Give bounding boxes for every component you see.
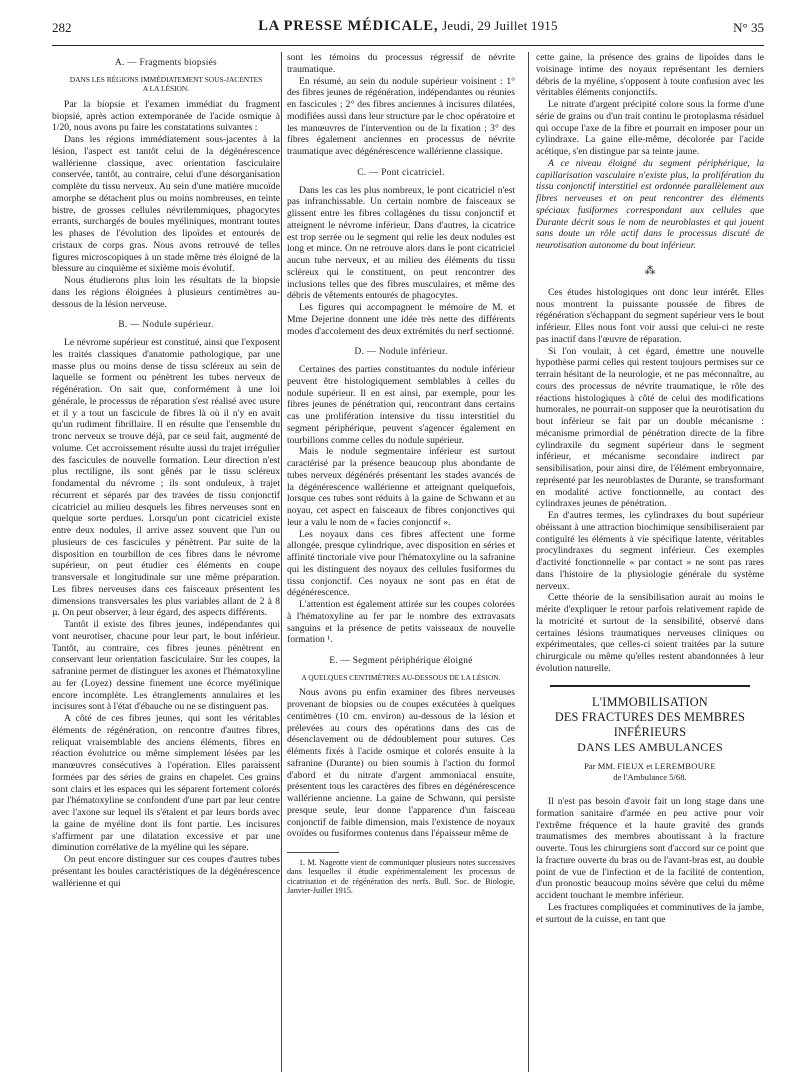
- journal-name: LA PRESSE MÉDICALE,: [258, 18, 439, 34]
- paragraph: Le nitrate d'argent précipité colore sous la forme d'une série de grains ou d'un trait continu le protoplasma résiduel qui occupe l'axe de la fibre et pourrait en imposer pour un cylindraxe. La gaine elle-même, décolorée par l'acide acétique, s'en distingue par sa teinte jaune.: [536, 99, 764, 157]
- byline: Par MM. FIEUX et LEREMBOURE: [584, 760, 716, 771]
- running-title: [52, 18, 764, 35]
- section-heading: C. — Pont cicatriciel.: [357, 167, 445, 178]
- paragraph: Certaines des parties constituantes du nodule inférieur peuvent être histologiquement semblables à celles du nodule supérieur. Il en est ainsi, par exemple, pour les fibres jeunes de pénétration qui, rencontrant dans certains cas une prolifération intensive du tissu interstitiel du segment périphérique, peuvent s'agencer également en tourbillons comme celles du nodule supérieur.: [287, 364, 515, 446]
- paragraph: En d'autres termes, les cylindraxes du bout supérieur obéissant à une attraction biochimique sensibiliseraient par contiguïté les éléments à vie spécifique latente, véritables procylindraxes du segment inférieur. Ces exemples d'activité fonctionnelle « par contact » ne sont pas rares dans l'histoire de la physiologie générale du système nerveux.: [536, 510, 764, 592]
- paragraph: Ces études histologiques ont donc leur intérêt. Elles nous montrent la puissante poussée de fibres de régénération s'échappant du segment supérieur vers le bout inférieur. Elles nous font voir aussi que celui-ci ne reste pas inactif dans l'œuvre de réparation.: [536, 286, 764, 345]
- author-name: FIEUX: [617, 760, 645, 771]
- header-rule: [52, 45, 764, 46]
- paragraph: Les noyaux dans ces fibres affectent une forme allongée, presque cylindrique, avec disposition en séries et affinité tinctoriale vive pour l'hématoxyline ou la safranine qui les distinguent des noyaux des cellules fusiformes du tissu conjonctif. Ces noyaux ne sont pas en état de dégénérescence.: [287, 528, 515, 599]
- column-divider: [528, 52, 529, 1072]
- paragraph: L'attention est également attirée sur les coupes colorées à l'hématoxyline au fer par le nombre des extravasats sanguins et la présence de petits vaisseaux de nouvelle formation ¹.: [287, 599, 515, 646]
- section-asterism: ⁂: [644, 264, 656, 277]
- paragraph: Il n'est pas besoin d'avoir fait un long stage dans une formation sanitaire d'armée en peu active pour voir l'extrême fréquence et la haute gravité des grands traumatismes des membres aboutissant à la fracture ouverte. Tous les chirurgiens sont d'accord sur ce point que la fracture ouverte du bras ou de l'avant-bras est, au double point de vue de l'infection et de la facilité de contention, d'un pronostic beaucoup moins sévère que celui du même accident touchant le membre inférieur.: [536, 796, 764, 901]
- section-heading: D. — Nodule inférieur.: [354, 347, 448, 358]
- section-heading: A. — Fragments biopsiés: [115, 58, 217, 68]
- article-title-line-3: DANS LES AMBULANCES: [577, 739, 723, 754]
- footnote: 1. M. Nageotte vient de communiquer plusieurs notes successives dans lesquelles il étudie expérimentalement les processus de cicatrisation et de régénération des nerfs. Bull. Soc. de Biologie, Janvier-Juillet 1915.: [287, 858, 515, 896]
- page-number: 282: [52, 20, 72, 35]
- article-separator: [550, 685, 750, 687]
- paragraph: A ce niveau éloigné du segment périphérique, la capillarisation vasculaire n'existe plus, la prolifération du tissu conjonctif interstitiel est ordonnée parallèlement aux fibres nerveuses et on peut rencontrer des éléments spéciaux fusiformes correspondant aux cellules que Durante décrit sous le nom de neuroblastes et qui jouent sans doute un rôle actif dans le processus discuté de neurotisation autonome du bout inférieur.: [536, 157, 764, 251]
- paragraph: Tantôt il existe des fibres jeunes, indépendantes qui vont neurotiser, chacune pour leur part, le bout inférieur. Tantôt, au contraire, ces fibres jeunes pénètrent en conservant leur orientation fasciculaire. Sur les coupes, la safranine permet de distinguer les axones et l'hématoxyline au fer (Loyez) dessine finement une écorce myélinique encore incomplète. Les étranglements annulaires et les incisures sont à l'état d'ébauche ou ne se distinguent pas.: [52, 619, 280, 713]
- column-3: [536, 52, 764, 1072]
- paragraph: Dans les cas les plus nombreux, le pont cicatriciel n'est pas infranchissable. Un certain nombre de faisceaux se glissent entre les fibres collagènes du tissu conjonctif et atteignent le névrome inférieur. Dans d'autres, la cicatrice est trop serrée ou le segment qui relie les deux nodules est long et mince. On ne retrouve alors dans le pont cicatriciel aucun tube nerveux, et au milieu des éléments du tissu scléreux qui le constituent, on peut rencontrer des inclusions telles que des fibres musculaires, et même des débris de vêtements entourés de phagocytes.: [287, 184, 515, 302]
- footnote-rule: [287, 852, 339, 853]
- article-title-line-2: DES FRACTURES DES MEMBRES INFÉRIEURS: [554, 709, 746, 739]
- author-affiliation: de l'Ambulance 5/68.: [613, 772, 687, 783]
- column-1: [52, 52, 280, 1072]
- paragraph: Les fractures compliquées et comminutives de la jambe, et surtout de la cuisse, en tant que: [536, 901, 764, 925]
- section-heading: E. — Segment périphérique éloigné: [329, 656, 473, 666]
- column-2: [287, 52, 515, 1072]
- paragraph: Le névrome supérieur est constitué, ainsi que l'exposent les traités classiques d'anatomie pathologique, par une masse plus ou moins dense de tissu scléreux au sein de laquelle se forment ou pénètrent les tubes nerveux de régénération. On sait que, conformément à une loi générale, le processus de réparation s'est réalisé avec usure et il y a tout un fascicule de fibres là où il n'y en avait qu'un rudiment fibrillaire. Il en résulte que l'ensemble du tronc nerveux se trouve déjà, par ce seul fait, augmenté de volume. Cet accroissement résulte aussi du trajet irrégulier des fascicules de nouvelle formation. Leur direction n'est plus rectiligne, ils sont gênés par le tissu scléreux fondamental du névrome ; ils sont onduleux, à trajet récurrent et séparés par des travées de tissu conjonctif cicatriciel au milieu desquels les fibres nerveuses sont en quelque sorte perdues. Lorsqu'un pont cicatriciel existe entre deux nodules, il arrive assez souvent que l'un ou plusieurs de ces fascicules y pénètrent. Par suite de la disposition en tourbillon de ces fibres dans le névrome supérieur, on peut étudier ces éléments en coupe transversale et longitudinale sur une même préparation. Les fibres nerveuses dans ces faisceaux présentent les dimensions transversales les plus variables allant de 2 à 8 µ. On peut observer, à leur égard, des aspects différents.: [52, 337, 280, 619]
- paragraph: Les figures qui accompagnent le mémoire de M. et Mme Dejerine donnent une idée très nette des différents modes d'accolement des deux extrémités du nerf sectionné.: [287, 302, 515, 337]
- paragraph: Dans les régions immédiatement sous-jacentes à la lésion, l'aspect est tantôt celui de la dégénérescence wallérienne classique, avec orientation fasciculaire conservée, tantôt, au contraire, celui d'une désorganisation complète du tissu nerveux. Au sein d'une matière mucoïde amorphe se détachent plus ou moins nombreuses, en teinte bistre, de grosses cellules névrilemmiques, phagocytes errants, surchargés de boules myéliniques, montrant toutes les phases de l'évolution des lipoïdes et entourés de cristaux de corps gras. Nous avons retrouvé de telles figures microscopiques à un stade même très éloigné de la blessure au cinquième et sixième mois évolutif.: [52, 134, 280, 275]
- paragraph: sont les témoins du processus régressif de névrite traumatique.: [287, 52, 515, 75]
- author-name: LEREMBOURE: [654, 760, 716, 771]
- paragraph: En résumé, au sein du nodule supérieur voisinent : 1° des fibres jeunes de régénération, indépendantes ou réunies en fascicules ; 2° des fibres anciennes à incisures dilatées, modifiées aussi dans leur structure par le choc opératoire et les manœuvres de l'intervention ou de la fixation ; 3° des fibres également anciennes en processus de névrite traumatique avec dégénérescence wallérienne classique.: [287, 75, 515, 157]
- paragraph: Si l'on voulait, à cet égard, émettre une nouvelle hypothèse parmi celles qui restent toujours permises sur ce terrain hésitant de la neurologie, et ne pas méconnaître, au cours des processus de névrite traumatique, le rôle des réactions histologiques à côté de celui des modifications humorales, ne pourrait-on supposer que la neurotisation du bout inférieur se fait par un double mécanisme : mécanisme primordial de pénétration directe de la fibre cylindraxile du segment supérieur dans le segment inférieur, et mécanisme secondaire indirect par sensibilisation, pour ainsi dire, de l'élément embryonnaire, représenté par les neuroblastes de Durante, se transformant en modalité active fonctionnelle, au contact des cylindraxes jeunes de pénétration.: [536, 345, 764, 510]
- paragraph: cette gaine, la présence des grains de lipoïdes dans le voisinage intime des noyaux représentant les derniers débris de la myéline, s'opposent à toute confusion avec les véritables éléments conjonctifs.: [536, 52, 764, 99]
- article-title: L'IMMOBILISATION: [592, 694, 708, 709]
- paragraph: A côté de ces fibres jeunes, qui sont les véritables éléments de régénération, on rencontre d'autres fibres, reliquat vraisemblable des anciens éléments, fibres en réaction évolutrice ou même simplement lésées par les manœuvres consécutives à l'opération. Elles paraissent formées par des séries de grains en chapelet. Ces grains sont clairs et les espaces qui les séparent fortement colorés par l'hématoxyline se confondent d'une part par leur centre avec l'axone sur lequel ils s'étalent et par leurs bords avec la gaine de myéline dont ils font partie. Les incisures s'affirment par une dilatation excessive et par une diminution corrélative de la myéline qui les sépare.: [52, 713, 280, 854]
- section-heading: B. — Nodule supérieur.: [118, 320, 214, 331]
- paragraph: Cette théorie de la sensibilisation aurait au moins le mérite d'expliquer le retour parfois relativement rapide de la motricité et surtout de la sensibilité, observé dans certaines lésions traumatiques nerveuses cliniques ou expérimentales, que celles-ci soient traitées par la suture chirurgicale ou même qu'elles restent abandonnées à leur évolution naturelle.: [536, 592, 764, 674]
- section-subheading: DANS LES RÉGIONS IMMÉDIATEMENT SOUS-JACENTES A LA LÉSION.: [69, 74, 263, 94]
- page-header: [52, 18, 764, 40]
- paragraph: Par la biopsie et l'examen immédiat du fragment biopsié, après action extemporanée de l'acide osmique à 1/20, nous avons pu faire les constatations suivantes :: [52, 98, 280, 134]
- section-subheading: A QUELQUES CENTIMÈTRES AU-DESSOUS DE LA LÉSION.: [301, 672, 501, 682]
- paragraph: Nous étudierons plus loin les résultats de la biopsie dans les régions éloignées à plusieurs centimètres au-dessous de la lésion nerveuse.: [52, 275, 280, 310]
- issue-number: N° 35: [733, 20, 764, 35]
- paragraph: On peut encore distinguer sur ces coupes d'autres tubes présentant les boules caractéristiques de la dégénérescence wallérienne et qui: [52, 854, 280, 889]
- column-divider: [281, 52, 282, 1072]
- paragraph: Mais le nodule segmentaire inférieur est surtout caractérisé par la présence beaucoup plus abondante de tubes nerveux dégénérés présentant les stades avancés de la dégénérescence wallérienne et atteignant quelquefois, lorsque ces tubes sont réduits à la gaine de Schwann et au noyau, cet aspect en faisceaux de fibres conjonctives qui leur a valu le nom de « facies conjonctif ».: [287, 446, 515, 528]
- issue-date: Jeudi, 29 Juillet 1915: [442, 18, 558, 33]
- paragraph: Nous avons pu enfin examiner des fibres nerveuses provenant de biopsies ou de coupes exécutées à quelques centimètres (10 cm. environ) au-dessous de la lésion et prélevées au cours des opérations dans des cas de désenclavement ou de dédoublement pour sutures. Ces éléments fixés à l'acide osmique et colorés ensuite à la safranine (Durante) ou bien soumis à l'action du formol d'abord et du nitrate d'argent ammoniacal ensuite, présentent tous les caractères des fibres en dégénérescence wallérienne ancienne. La gaine de Schwann, qui persiste presque seule, leur donne l'apparence d'un faisceau conjonctif de faible dimension, mais l'existence de noyaux ovoïdes ou fusiformes contenus dans l'épaisseur même de: [287, 687, 515, 840]
